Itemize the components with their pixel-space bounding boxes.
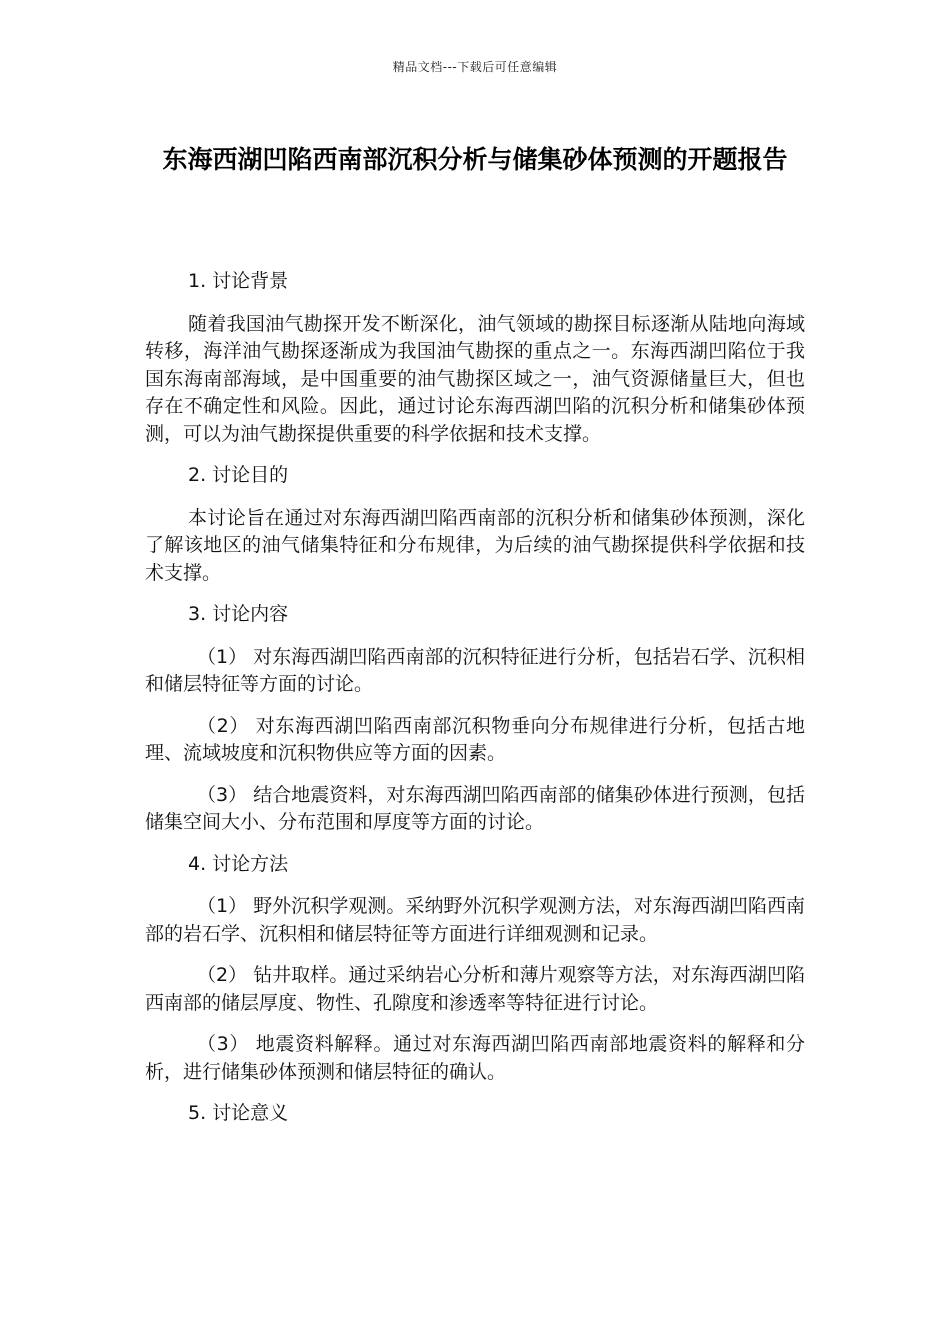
- list-item: （1） 对东海西湖凹陷西南部的沉积特征进行分析，包括岩石学、沉积相和储层特征等方面的讨论。: [145, 645, 805, 695]
- list-item: （3） 结合地震资料，对东海西湖凹陷西南部的储集砂体进行预测，包括储集空间大小、分布范围和厚度等方面的讨论。: [145, 783, 805, 833]
- page-header: 精品文档---下载后可任意编辑: [392, 60, 558, 74]
- list-item: （1） 野外沉积学观测。采纳野外沉积学观测方法，对东海西湖凹陷西南部的岩石学、沉积相和储层特征等方面进行详细观测和记录。: [145, 895, 805, 945]
- document-body: [145, 268, 805, 1143]
- section-heading: 1. 讨论背景: [188, 270, 289, 292]
- body-paragraph: 随着我国油气勘探开发不断深化，油气领域的勘探目标逐渐从陆地向海域转移，海洋油气勘探逐渐成为我国油气勘探的重点之一。东海西湖凹陷位于我国东海南部海域，是中国重要的油气勘探区域之一，油气资源储量巨大，但也存在不确定性和风险。因此，通过讨论东海西湖凹陷的沉积分析和储集砂体预测，可以为油气勘探提供重要的科学依据和技术支撑。: [145, 312, 805, 445]
- list-item: （2） 钻井取样。通过采纳岩心分析和薄片观察等方法，对东海西湖凹陷西南部的储层厚度、物性、孔隙度和渗透率等特征进行讨论。: [145, 964, 805, 1014]
- list-item: （2） 对东海西湖凹陷西南部沉积物垂向分布规律进行分析，包括古地理、流域坡度和沉积物供应等方面的因素。: [145, 714, 805, 764]
- section-heading: 5. 讨论意义: [188, 1102, 289, 1124]
- section-heading: 3. 讨论内容: [188, 603, 289, 625]
- section-heading: 4. 讨论方法: [188, 852, 289, 875]
- body-paragraph: 本讨论旨在通过对东海西湖凹陷西南部的沉积分析和储集砂体预测，深化了解该地区的油气储集特征和分布规律，为后续的油气勘探提供科学依据和技术支撑。: [145, 506, 805, 584]
- document-title: 东海西湖凹陷西南部沉积分析与储集砂体预测的开题报告: [162, 145, 788, 174]
- section-heading: 2. 讨论目的: [188, 464, 289, 486]
- list-item: （3） 地震资料解释。通过对东海西湖凹陷西南部地震资料的解释和分析，进行储集砂体预测和储层特征的确认。: [145, 1033, 805, 1083]
